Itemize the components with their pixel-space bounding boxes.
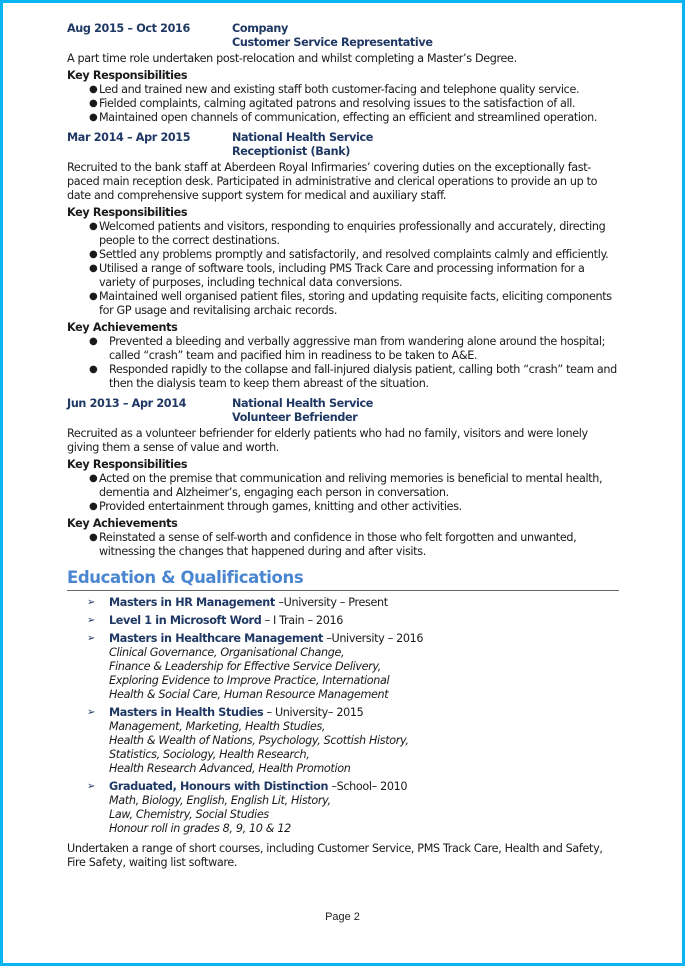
achievements-list [67,335,619,391]
qualification-title: Masters in Healthcare Management [109,632,324,645]
qualification-title: Masters in HR Management [109,596,279,609]
job-header [67,397,619,425]
list-item-text: Maintained open channels of communication, effecting an efficient and streamlined operation. [99,111,598,124]
arrowhead-icon: ➢ [87,615,96,626]
list-item-text: Welcomed patients and visitors, responding to enquiries professionally and accurately, directing people to the correct destinations. [99,220,606,247]
qualification-detail: Statistics, Sociology, Health Research, [109,748,310,761]
qualification-institution: –University – 2016 [323,632,424,645]
list-item-text: Fielded complaints, calming agitated patrons and resolving issues to the satisfaction of all. [99,97,576,110]
resume-page [67,22,619,870]
page-number: Page 2 [325,911,360,923]
qualification-title: Level 1 in Microsoft Word [109,614,262,627]
bullet-icon: ● [89,112,98,123]
qualification-detail: Law, Chemistry, Social Studies [109,808,269,821]
arrowhead-icon: ➢ [87,707,96,718]
job-summary: Recruited as a volunteer befriender for elderly patients who had no family, visitors and were lonely giving them a sense of value and worth. [67,427,588,454]
responsibilities-heading: Key Responsibilities [67,206,188,219]
list-item [89,472,619,500]
arrowhead-icon: ➢ [87,597,96,608]
list-item-text: Responded rapidly to the collapse and fall-injured dialysis patient, calling both “crash” team and then the dialysis team to keep them abreast of the situation. [109,363,617,390]
list-item [89,97,619,111]
list-item-text: Reinstated a sense of self-worth and confidence in those who felt forgotten and unwanted, witnessing the changes that happened during and after visits. [99,531,577,558]
arrowhead-icon: ➢ [87,633,96,644]
list-item [89,290,619,318]
job-title: Customer Service Representative [232,36,433,49]
education-list [67,596,619,836]
list-item-text: Settled any problems promptly and satisfactorily, and resolved complaints calmly and efficiently. [99,248,609,261]
qualification-title: Masters in Health Studies [109,706,264,719]
qualification-title: Graduated, Honours with Distinction [109,780,329,793]
list-item [89,248,619,262]
bullet-icon: ● [89,249,98,260]
qualification-detail: Exploring Evidence to Improve Practice, International [109,674,390,687]
responsibilities-heading: Key Responsibilities [67,458,188,471]
bullet-icon: ● [89,291,98,302]
list-item [89,500,619,514]
responsibilities-list [67,472,619,514]
achievements-heading: Key Achievements [67,321,178,334]
job-employer: National Health Service [232,397,374,410]
job-summary: A part time role undertaken post-relocation and whilst completing a Master’s Degree. [67,52,517,65]
list-item-text: Acted on the premise that communication and reliving memories is beneficial to mental health, dementia and Alzheimer’s, engaging each person in conversation. [99,472,603,499]
list-item-text: Utilised a range of software tools, including PMS Track Care and processing information for a variety of purposes, including technical data conversions. [99,262,585,289]
qualification-detail: Finance & Leadership for Effective Service Delivery, [109,660,381,673]
job-header [67,22,619,50]
qualification-institution: –School– 2010 [328,780,408,793]
responsibilities-list [67,83,619,125]
list-item [89,220,619,248]
achievements-heading: Key Achievements [67,517,178,530]
bullet-icon: ● [89,364,98,375]
list-item-text: Provided entertainment through games, knitting and other activities. [99,500,462,513]
short-courses-text: Undertaken a range of short courses, including Customer Service, PMS Track Care, Health and Safety, Fire Safety, waiting list software. [67,842,603,869]
bullet-icon: ● [89,221,98,232]
list-item-text: Maintained well organised patient files, storing and updating requisite facts, eliciting components for GP usage and revitalising archaic records. [99,290,612,317]
bullet-icon: ● [89,532,98,543]
bullet-icon: ● [89,98,98,109]
education-item [87,632,619,702]
job-title: Volunteer Befriender [232,411,358,424]
job-date: Mar 2014 – Apr 2015 [67,131,191,144]
list-item [89,335,619,363]
job-summary: Recruited to the bank staff at Aberdeen Royal Infirmaries’ covering duties on the exceptionally fast-paced main reception desk. Participated in administrative and clerical operations to provide an up to date and comprehensive support system for medical and auxiliary staff. [67,161,598,202]
qualification-institution: – I Train – 2016 [261,614,344,627]
bullet-icon: ● [89,263,98,274]
job-employer: National Health Service [232,131,374,144]
education-item [87,706,619,776]
education-item [87,596,619,610]
qualification-detail: Management, Marketing, Health Studies, [109,720,326,733]
job-entry [67,22,619,125]
job-entry [67,131,619,391]
bullet-icon: ● [89,336,98,347]
list-item [89,83,619,97]
list-item [89,363,619,391]
education-item [87,780,619,836]
job-date: Aug 2015 – Oct 2016 [67,22,190,35]
qualification-detail: Health & Social Care, Human Resource Management [109,688,389,701]
responsibilities-heading: Key Responsibilities [67,69,188,82]
job-title: Receptionist (Bank) [232,145,351,158]
qualification-institution: – University– 2015 [263,706,364,719]
job-entry [67,397,619,559]
qualification-detail: Honour roll in grades 8, 9, 10 & 12 [109,822,291,835]
responsibilities-list [67,220,619,318]
section-heading-education: Education & Qualifications [67,567,619,591]
list-item [89,262,619,290]
bullet-icon: ● [89,501,98,512]
job-date: Jun 2013 – Apr 2014 [67,397,187,410]
job-header [67,131,619,159]
qualification-detail: Health Research Advanced, Health Promotion [109,762,351,775]
job-employer: Company [232,22,288,35]
list-item-text: Prevented a bleeding and verbally aggressive man from wandering alone around the hospital; called “crash” team and pacified him in readiness to be taken to A&E. [109,335,606,362]
qualification-detail: Health & Wealth of Nations, Psychology, Scottish History, [109,734,409,747]
education-item [87,614,619,628]
list-item [89,111,619,125]
list-item-text: Led and trained new and existing staff both customer-facing and telephone quality service. [99,83,580,96]
qualification-institution: –University – Present [278,596,388,609]
qualification-detail: Clinical Governance, Organisational Change, [109,646,345,659]
arrowhead-icon: ➢ [87,781,96,792]
achievements-list [67,531,619,559]
list-item [89,531,619,559]
bullet-icon: ● [89,473,98,484]
qualification-detail: Math, Biology, English, English Lit, History, [109,794,331,807]
bullet-icon: ● [89,84,98,95]
